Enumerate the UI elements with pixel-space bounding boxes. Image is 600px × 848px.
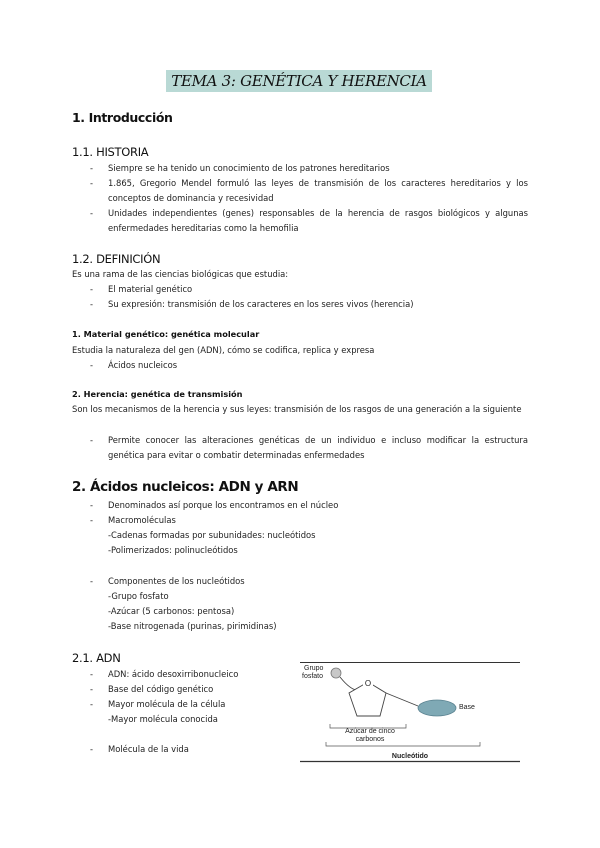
paragraph: Es una rama de las ciencias biológicas que estudia: bbox=[72, 269, 289, 279]
bullet-dash: - bbox=[90, 360, 94, 370]
label-azucar-line1: Azúcar de cinco bbox=[345, 728, 395, 735]
bullet-dash: - bbox=[90, 515, 94, 525]
bullet-dash: - bbox=[90, 435, 94, 445]
list-item: 1.865, Gregorio Mendel formuló las leyes de transmisión de los caracteres hereditarios y los conceptos de dominancia y recesividad bbox=[108, 178, 528, 203]
label-base: Base bbox=[459, 704, 475, 711]
bullet-dash: - bbox=[90, 576, 94, 586]
bullet-dash: - bbox=[90, 699, 94, 709]
bullet-dash: - bbox=[90, 163, 94, 173]
list-item: Macromoléculas bbox=[108, 515, 176, 525]
section-heading-introduccion: 1. Introducción bbox=[72, 110, 173, 125]
nucleotide-figure bbox=[300, 662, 520, 764]
list-item: Su expresión: transmisión de los caracteres en los seres vivos (herencia) bbox=[108, 299, 414, 309]
phosphate-group-icon bbox=[331, 668, 341, 678]
bullet-dash: - bbox=[90, 299, 94, 309]
label-nucleotido: Nucleótido bbox=[391, 753, 429, 760]
list-item: Componentes de los nucleótidos bbox=[108, 576, 245, 586]
bullet-dash: - bbox=[90, 669, 94, 679]
paragraph: Estudia la naturaleza del gen (ADN), cómo se codifica, replica y expresa bbox=[72, 345, 375, 355]
list-subitem: -Mayor molécula conocida bbox=[108, 714, 218, 724]
list-item: El material genético bbox=[108, 284, 193, 294]
base-bond-line bbox=[386, 693, 418, 706]
subsection-heading-historia: 1.1. HISTORIA bbox=[72, 145, 149, 159]
list-item: Permite conocer las alteraciones genéticas de un individuo e incluso modificar la estructura genética para evitar o combatir determinadas enfermedades bbox=[108, 435, 528, 460]
list-item: Unidades independientes (genes) responsables de la herencia de rasgos biológicos y algunas enfermedades hereditarias como la hemofilia bbox=[108, 208, 528, 233]
bullet-dash: - bbox=[90, 500, 94, 510]
list-subitem: -Base nitrogenada (purinas, pirimidinas) bbox=[108, 621, 277, 631]
heading-herencia: 2. Herencia: genética de transmisión bbox=[72, 389, 243, 399]
list-item: Ácidos nucleicos bbox=[108, 360, 178, 370]
label-azucar-line2: carbonos bbox=[355, 736, 385, 743]
list-item: Siempre se ha tenido un conocimiento de los patrones hereditarios bbox=[108, 163, 390, 173]
subsection-heading-definicion: 1.2. DEFINICIÓN bbox=[72, 252, 161, 266]
list-subitem: -Cadenas formadas por subunidades: nucleótidos bbox=[108, 530, 316, 540]
subsection-heading-adn: 2.1. ADN bbox=[72, 651, 121, 665]
bullet-dash: - bbox=[90, 178, 94, 188]
label-grupo: Grupo bbox=[304, 665, 324, 672]
list-subitem: -Azúcar (5 carbonos: pentosa) bbox=[108, 606, 235, 616]
bullet-dash: - bbox=[90, 284, 94, 294]
label-fosfato: fosfato bbox=[302, 673, 324, 680]
section-heading-acidos-nucleicos: 2. Ácidos nucleicos: ADN y ARN bbox=[72, 479, 299, 495]
heading-material-genetico: 1. Material genético: genética molecular bbox=[72, 329, 260, 339]
list-item: Molécula de la vida bbox=[108, 744, 189, 754]
list-item: Base del código genético bbox=[108, 684, 214, 694]
list-item: Mayor molécula de la célula bbox=[108, 699, 226, 709]
list-subitem: -Polimerizados: polinucleótidos bbox=[108, 545, 238, 555]
bullet-dash: - bbox=[90, 208, 94, 218]
bullet-dash: - bbox=[90, 684, 94, 694]
nitrogenous-base-icon bbox=[418, 700, 456, 716]
list-item: Denominados así porque los encontramos en el núcleo bbox=[108, 500, 339, 510]
nucleotide-diagram bbox=[300, 662, 520, 764]
list-item: ADN: ácido desoxirribonucleico bbox=[108, 669, 239, 679]
paragraph: Son los mecanismos de la herencia y sus leyes: transmisión de los rasgos de una generación a la siguiente bbox=[72, 404, 522, 414]
ring-atom-label: O bbox=[364, 679, 372, 688]
bullet-dash: - bbox=[90, 744, 94, 754]
page-title: TEMA 3: GENÉTICA Y HERENCIA bbox=[171, 72, 427, 90]
list-subitem: -Grupo fosfato bbox=[108, 591, 169, 601]
